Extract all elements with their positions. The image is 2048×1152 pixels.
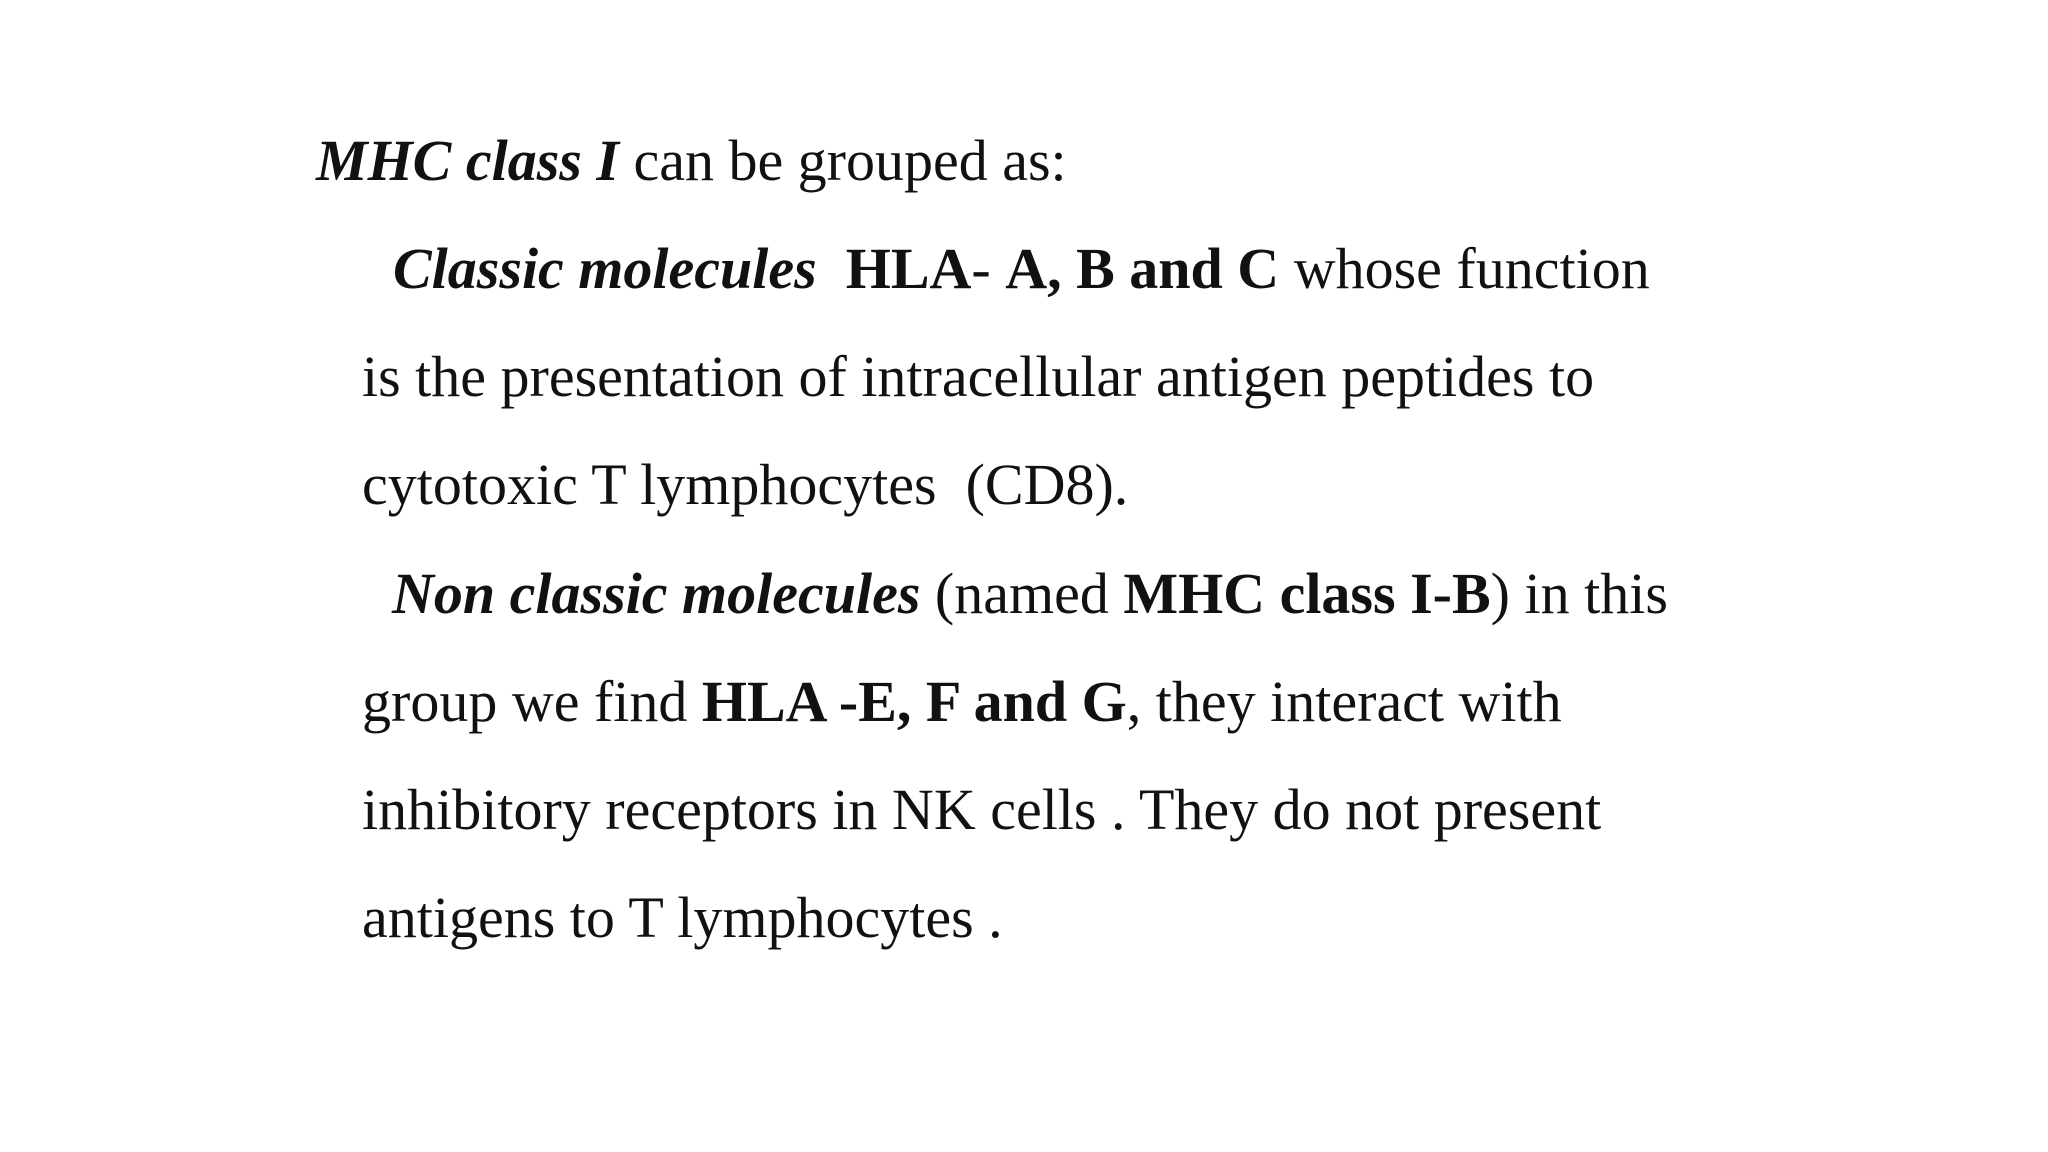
classic-rest-text: whose function bbox=[1279, 236, 1650, 301]
non-classic-molecules-term: Non classic molecules bbox=[392, 561, 921, 626]
named-open-text: (named bbox=[920, 561, 1124, 626]
non-classic-description-end-line: antigens to T lymphocytes . bbox=[362, 885, 1003, 950]
classic-molecules-line bbox=[393, 234, 1650, 304]
non-classic-group-line bbox=[362, 667, 1562, 737]
hla-prefix: HLA bbox=[845, 236, 972, 301]
hla-abc-letters: A, B and C bbox=[1005, 236, 1280, 301]
non-classic-description-line: inhibitory receptors in NK cells . They do not present bbox=[362, 777, 1602, 842]
hla-dash: - bbox=[971, 236, 1006, 301]
hla-efg-letters: E, F and G bbox=[858, 669, 1127, 734]
intro-line bbox=[316, 126, 1067, 196]
intro-text: can be grouped as: bbox=[618, 128, 1067, 193]
classic-description-line: is the presentation of intracellular antigen peptides to bbox=[362, 344, 1595, 409]
classic-molecules-term: Classic molecules bbox=[393, 236, 817, 301]
non-classic-rest-text: ) in this bbox=[1490, 561, 1668, 626]
non-classic-molecules-line bbox=[392, 559, 1668, 629]
mhc-class-i-term: MHC class I bbox=[316, 128, 619, 193]
classic-description-end-line: cytotoxic T lymphocytes (CD8). bbox=[362, 452, 1129, 517]
hla-prefix: HLA bbox=[701, 669, 825, 734]
group-start-text: group we find bbox=[362, 669, 702, 734]
spacer-text bbox=[817, 236, 846, 301]
hla-dash: - bbox=[824, 669, 859, 734]
group-rest-text: , they interact with bbox=[1126, 669, 1562, 734]
mhc-class-ib-name: MHC class I-B bbox=[1123, 561, 1491, 626]
